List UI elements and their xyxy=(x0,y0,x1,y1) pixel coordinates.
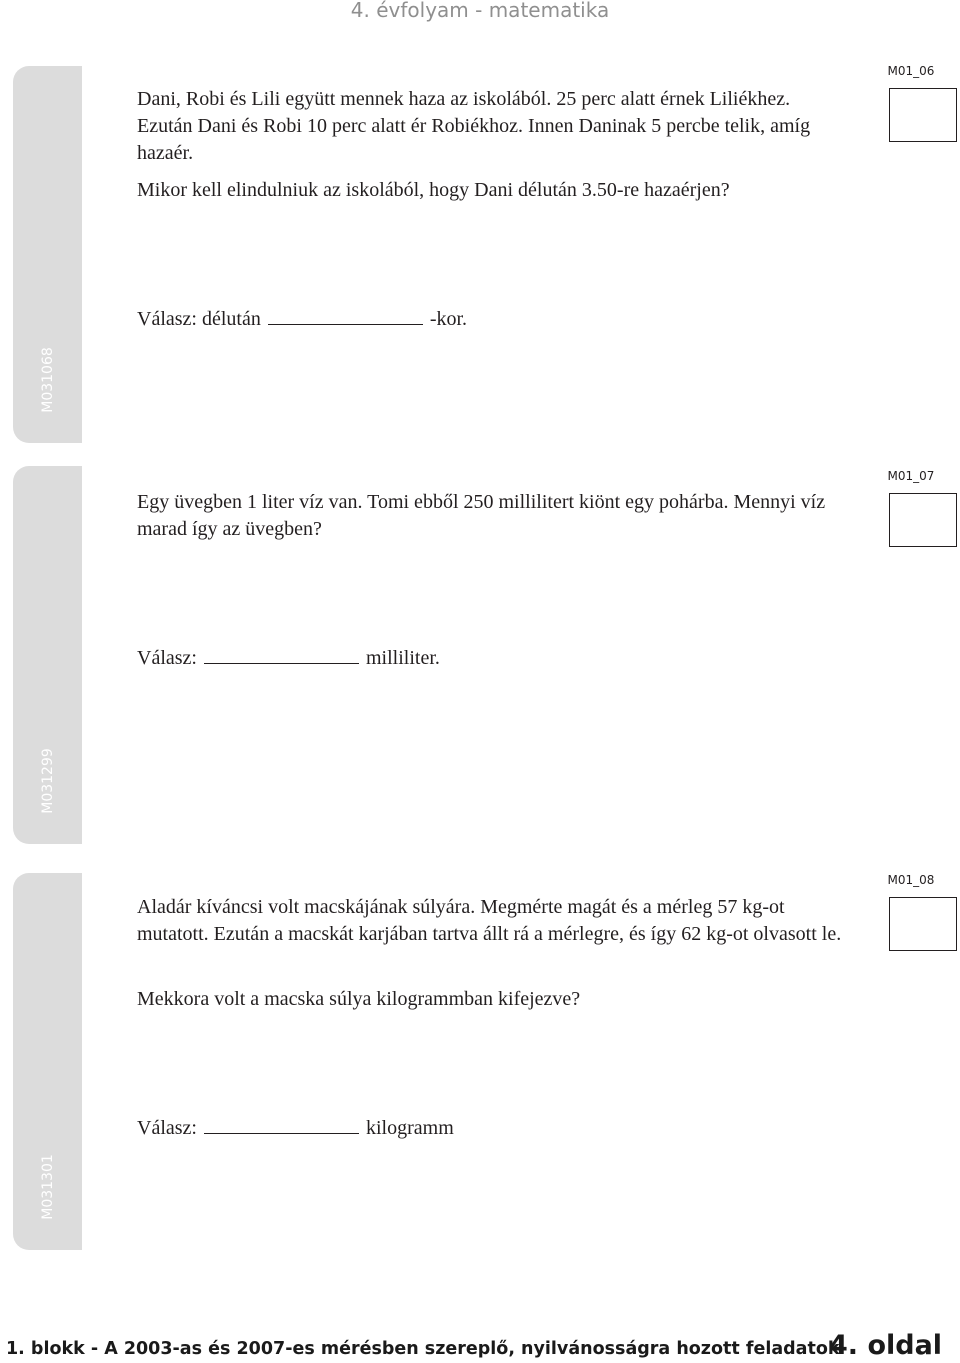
score-box[interactable] xyxy=(889,897,957,951)
answer-line xyxy=(137,647,440,670)
answer-prefix: Válasz: xyxy=(137,1117,197,1139)
score-box[interactable] xyxy=(889,493,957,547)
answer-suffix: milliliter. xyxy=(365,647,440,669)
item-code: M01_07 xyxy=(887,469,935,483)
answer-suffix: -kor. xyxy=(429,308,468,330)
page-number: 4. oldal xyxy=(829,1330,943,1361)
answer-line xyxy=(137,1117,454,1140)
footer-block-title: 1. blokk - A 2003-as és 2007-es mérésben szereplő, nyilvánosságra hozott feladatok xyxy=(6,1339,840,1359)
question-code: M031299 xyxy=(39,748,56,814)
question-text: Aladár kíváncsi volt macskájának súlyára. Megmérte magát és a mérleg 57 kg-ot mutatott. Ezután a macskát karjában tartva állt rá a mérlegre, és így 62 kg-ot olvasott le. xyxy=(137,896,842,945)
question-sidebar xyxy=(13,873,82,1250)
question-prompt: Mekkora volt a macska súlya kilogrammban kifejezve? xyxy=(137,988,581,1010)
score-box[interactable] xyxy=(889,88,957,142)
question-text: Dani, Robi és Lili együtt mennek haza az iskolából. 25 perc alatt érnek Liliékhez. Ezután Dani és Robi 10 perc alatt ér Robiékhoz. Innen Daninak 5 percbe telik, amíg hazaér. xyxy=(137,88,811,164)
page-header-title: 4. évfolyam - matematika xyxy=(350,0,610,22)
question-prompt: Mikor kell elindulniuk az iskolából, hogy Dani délután 3.50-re hazaérjen? xyxy=(137,179,730,201)
answer-blank[interactable] xyxy=(268,324,423,325)
answer-blank[interactable] xyxy=(204,663,359,664)
question-sidebar xyxy=(13,466,82,844)
answer-blank[interactable] xyxy=(204,1133,359,1134)
answer-line xyxy=(137,308,467,331)
item-code: M01_08 xyxy=(887,873,935,887)
answer-suffix: kilogramm xyxy=(365,1117,454,1139)
question-code: M031068 xyxy=(39,347,56,413)
answer-prefix: Válasz: délután xyxy=(137,308,261,330)
item-code: M01_06 xyxy=(887,64,935,78)
question-code: M031301 xyxy=(39,1154,56,1220)
question-sidebar xyxy=(13,66,82,443)
answer-prefix: Válasz: xyxy=(137,647,197,669)
question-text: Egy üvegben 1 liter víz van. Tomi ebből 250 millilitert kiönt egy pohárba. Mennyi víz marad így az üvegben? xyxy=(137,491,826,540)
